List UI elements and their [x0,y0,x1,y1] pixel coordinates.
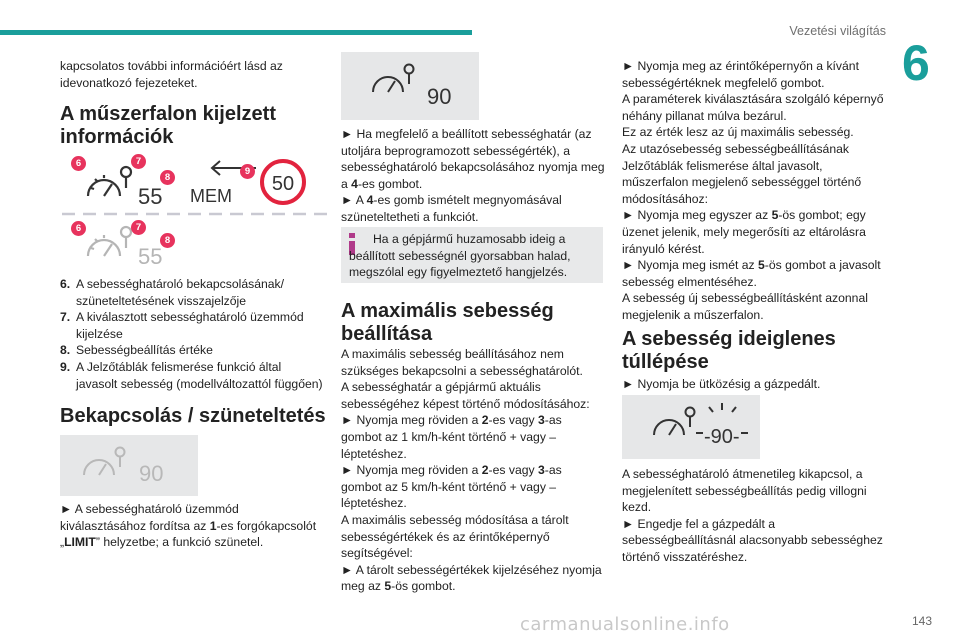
callout-badge: 8 [160,170,175,185]
svg-text:-90-: -90- [704,426,740,448]
speedometer-icon [88,167,131,196]
activation-text: ► A sebességhatároló üzemmód kiválasztásához fordítsa az 1-es forgókapcsolót „LIMIT” helyzetbe; a funkció szünetel. [60,502,317,550]
speed-sign-icon [262,161,304,203]
heading-temporary-exceed: A sebesség ideiglenes túllépése [622,328,836,373]
legend-list [60,276,324,392]
limiter-exceeded-figure [622,395,760,459]
callout-badge: 6 [71,156,86,171]
callout-badge: 7 [131,154,146,169]
speed-bottom: 55 [138,244,163,269]
callout-badge: 9 [240,164,255,179]
svg-text:90: 90 [427,84,452,109]
dashboard-figure [60,148,330,273]
callout-badge: 6 [71,221,86,236]
list-item: 7. A kiválasztott sebességhatároló üzemmód kijelzése [60,310,304,341]
header-accent-bar [0,30,472,35]
activation-steps: ► Ha megfelelő a beállított sebességhatár (az utoljára beprogramozott sebességérték), a sebességhatároló bekapcsolásához nyomja meg a 4-es gombot. [341,127,605,191]
intro-text: kapcsolatos további információért lásd az idevonatkozó fejezeteket. [60,59,283,90]
speedometer-icon [373,65,414,93]
list-item: 9. A Jelzőtáblák felismerése funkció által javasolt sebesség (modellváltozattól függően) [60,359,323,391]
heading-dashboard-info: A műszerfalon kijelzett információk [60,103,276,148]
info-note [341,227,603,283]
pause-steps: ► A 4-es gomb ismételt megnyomásával szüneteltetheti a funkciót. [341,193,562,224]
speedometer-icon [84,448,125,476]
max-speed-body: A maximális sebesség beállításához nem szükséges bekapcsolni a sebességhatárolót. A sebességhatár a gépjármű aktuális sebességéhez képest történő módosításához: ► Nyomja meg röviden a 2-es vagy 3-as gombot az 1 km/h-ként történő + vagy – léptetéshez. ► Nyomja meg röviden a 2-es vagy 3-as gombot az 5 km/h-ként történő + vagy – léptetéshez. A maximális sebesség módosítása a tárolt sebességértékek és az érintőképernyő segítségével: ► A tárolt sebességértékek kijelzéséhez nyomja meg az 5-ös gombot. [341,347,602,594]
mem-label: MEM [190,186,232,206]
touchscreen-steps: ► Nyomja meg az érintőképernyőn a kívánt sebességértéknek megfelelő gombot. A paraméterek kiválasztására szolgáló képernyő néhány pillanat múlva bezárul. Ez az érték lesz az új maximális sebesség. Az utazósebesség sebességbeállításának Jelzőtáblák felismerése által javasolt, műszerfalon megjelenő sebességgel történő módosításához: ► Nyomja meg egyszer az 5-ös gombot; egy üzenet jelenik, mely megerősíti az eltárolásra irányuló kérést. ► Nyomja meg ismét az 5-ös gombot a javasolt sebesség elmentéséhez. A sebesség új sebességbeállításként azonnal megjelenik a műszerfalon. [622,59,884,322]
callout-badge: 8 [160,233,175,248]
limiter-display-figure [60,435,198,496]
watermark: carmanualsonline.info [520,614,730,635]
dashboard-illustration [60,148,330,273]
speedometer-icon [88,227,131,256]
section-title: Vezetési világítás [789,24,886,38]
limiter-active-figure [341,52,479,120]
svg-text:90: 90 [139,461,164,486]
info-text: Ha a gépjármű huzamosabb ideig a beállított sebességnél gyorsabban halad, megszólal egy figyelmeztető hangjelzés. [349,232,571,280]
list-item: 8. Sebességbeállítás értéke [60,343,213,358]
accelerator-step: ► Nyomja be ütközésig a gázpedált. [622,377,821,391]
heading-activation: Bekapcsolás / szüneteltetés [60,405,326,427]
speed-top: 55 [138,184,163,209]
list-item: 6. A sebességhatároló bekapcsolásának/ szüneteltetésének visszajelzője [60,277,285,308]
chapter-number: 6 [902,35,930,91]
heading-max-speed: A maximális sebesség beállítása [341,300,554,345]
exceed-body: A sebességhatároló átmenetileg kikapcsol, a megjelenített sebességbeállítás pedig villogni kezd. ► Engedje fel a gázpedált a sebességbeállításnál alacsonyabb sebességhez történő visszatéréshez. [622,467,883,564]
page-number: 143 [911,614,932,628]
callout-badge: 7 [131,220,146,235]
speedometer-icon [654,408,695,436]
svg-text:50: 50 [271,173,295,195]
